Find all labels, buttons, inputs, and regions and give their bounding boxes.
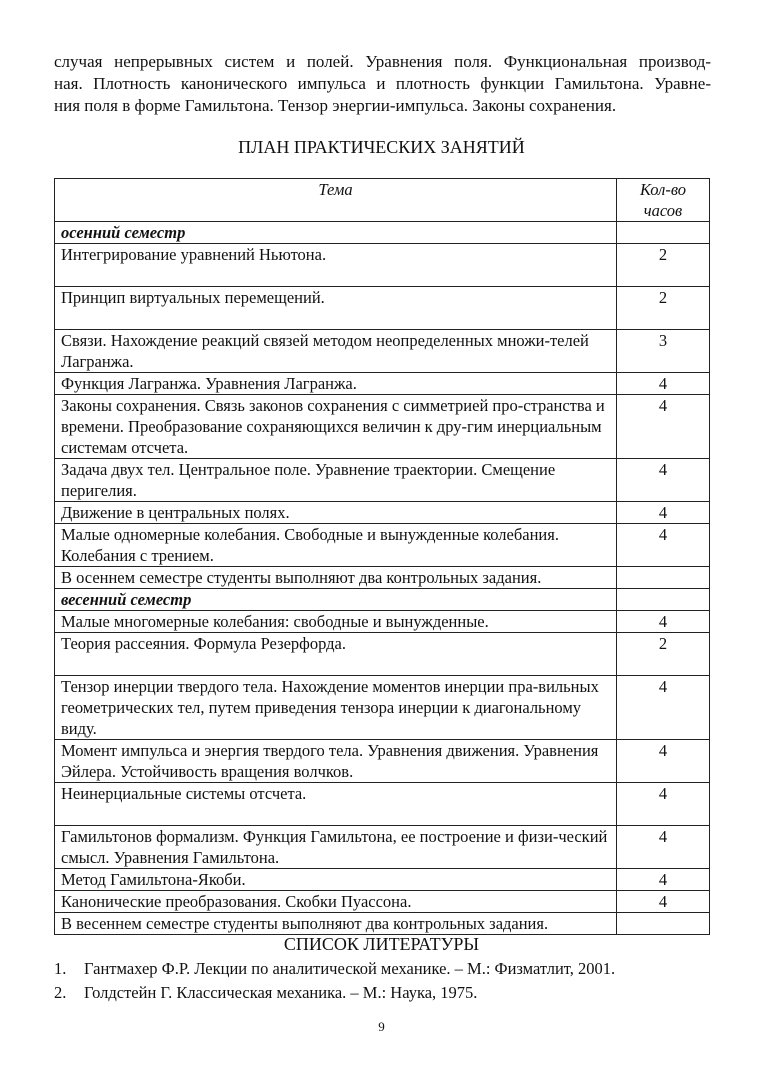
table-row bbox=[55, 459, 710, 502]
note-row bbox=[55, 567, 710, 589]
table-row bbox=[55, 287, 710, 330]
table-row bbox=[55, 891, 710, 913]
intro-line: ния поля в форме Гамильтона. Тензор энергии-импульса. Законы сохранения. bbox=[54, 96, 617, 115]
topic-cell: Момент импульса и энергия твердого тела. Уравнения движения. Уравнения Эйлера. Устойчивость вращения волчков. bbox=[55, 740, 617, 783]
table-row bbox=[55, 633, 710, 676]
hours-cell: 4 bbox=[617, 395, 710, 459]
literature-item-number: 2. bbox=[54, 983, 67, 1002]
hours-header-line1: Кол-во bbox=[639, 180, 687, 199]
literature-item-text: Голдстейн Г. Классическая механика. – М.: Наука, 1975. bbox=[84, 983, 478, 1002]
table-row bbox=[55, 869, 710, 891]
literature-item bbox=[54, 957, 615, 981]
topic-cell: Неинерциальные системы отсчета. bbox=[55, 783, 617, 826]
note-row bbox=[55, 913, 710, 935]
hours-cell: 4 bbox=[617, 524, 710, 567]
hours-cell: 4 bbox=[617, 459, 710, 502]
topic-cell: Малые многомерные колебания: свободные и вынужденные. bbox=[55, 611, 617, 633]
literature-item bbox=[54, 981, 615, 1005]
topic-cell: Канонические преобразования. Скобки Пуассона. bbox=[55, 891, 617, 913]
topic-cell: Гамильтонов формализм. Функция Гамильтона, ее построение и физи-ческий смысл. Уравнения Гамильтона. bbox=[55, 826, 617, 869]
hours-cell: 2 bbox=[617, 633, 710, 676]
hours-cell: 4 bbox=[617, 373, 710, 395]
topic-cell: Связи. Нахождение реакций связей методом неопределенных множи-телей Лагранжа. bbox=[55, 330, 617, 373]
hours-cell: 4 bbox=[617, 676, 710, 740]
table-row bbox=[55, 244, 710, 287]
intro-line: ная. Плотность канонического импульса и плотность функции Гамильтона. Уравне- bbox=[54, 74, 711, 93]
topic-cell: Принцип виртуальных перемещений. bbox=[55, 287, 617, 330]
literature-item-number: 1. bbox=[54, 959, 67, 978]
empty-hours-cell bbox=[617, 913, 710, 935]
hours-cell: 4 bbox=[617, 611, 710, 633]
plan-title: ПЛАН ПРАКТИЧЕСКИХ ЗАНЯТИЙ bbox=[238, 137, 525, 157]
table-row bbox=[55, 826, 710, 869]
plan-table bbox=[54, 178, 710, 935]
table-row bbox=[55, 373, 710, 395]
hours-cell: 2 bbox=[617, 287, 710, 330]
hours-cell: 4 bbox=[617, 783, 710, 826]
empty-hours-cell bbox=[617, 589, 710, 611]
table-row bbox=[55, 611, 710, 633]
hours-cell: 4 bbox=[617, 502, 710, 524]
topic-cell: Задача двух тел. Центральное поле. Уравнение траектории. Смещение перигелия. bbox=[55, 459, 617, 502]
topic-cell: Интегрирование уравнений Ньютона. bbox=[55, 244, 617, 287]
table-row bbox=[55, 676, 710, 740]
hours-cell: 2 bbox=[617, 244, 710, 287]
hours-header bbox=[617, 179, 710, 222]
intro-paragraph bbox=[54, 51, 711, 117]
topic-cell: Теория рассеяния. Формула Резерфорда. bbox=[55, 633, 617, 676]
hours-cell: 4 bbox=[617, 869, 710, 891]
topic-cell: Метод Гамильтона-Якоби. bbox=[55, 869, 617, 891]
literature-title: СПИСОК ЛИТЕРАТУРЫ bbox=[283, 934, 480, 954]
table-header-row bbox=[55, 179, 710, 222]
hours-cell: 3 bbox=[617, 330, 710, 373]
hours-cell: 4 bbox=[617, 740, 710, 783]
topic-cell: Малые одномерные колебания. Свободные и вынужденные колебания. Колебания с трением. bbox=[55, 524, 617, 567]
topic-header: Тема bbox=[55, 179, 617, 222]
hours-cell: 4 bbox=[617, 891, 710, 913]
topic-cell: Движение в центральных полях. bbox=[55, 502, 617, 524]
table-row bbox=[55, 395, 710, 459]
table-row bbox=[55, 330, 710, 373]
semester-row bbox=[55, 222, 710, 244]
semester-label: весенний семестр bbox=[55, 589, 617, 611]
literature-item-text: Гантмахер Ф.Р. Лекции по аналитической механике. – М.: Физматлит, 2001. bbox=[84, 959, 616, 978]
literature-list bbox=[54, 957, 615, 1005]
topic-cell: Тензор инерции твердого тела. Нахождение моментов инерции пра-вильных геометрических тел, путем приведения тензора инерции к диагональному виду. bbox=[55, 676, 617, 740]
table-row bbox=[55, 783, 710, 826]
semester-note: В весеннем семестре студенты выполняют два контрольных задания. bbox=[55, 913, 617, 935]
empty-hours-cell bbox=[617, 222, 710, 244]
semester-row bbox=[55, 589, 710, 611]
topic-cell: Функция Лагранжа. Уравнения Лагранжа. bbox=[55, 373, 617, 395]
empty-hours-cell bbox=[617, 567, 710, 589]
page-number: 9 bbox=[378, 1019, 385, 1034]
table-row bbox=[55, 740, 710, 783]
hours-header-line2: часов bbox=[643, 201, 683, 220]
semester-note: В осеннем семестре студенты выполняют два контрольных задания. bbox=[55, 567, 617, 589]
table-row bbox=[55, 524, 710, 567]
hours-cell: 4 bbox=[617, 826, 710, 869]
table-row bbox=[55, 502, 710, 524]
topic-cell: Законы сохранения. Связь законов сохранения с симметрией про-странства и времени. Преобразование сохраняющихся величин к дру-гим инерциальным системам отсчета. bbox=[55, 395, 617, 459]
semester-label: осенний семестр bbox=[55, 222, 617, 244]
intro-line: случая непрерывных систем и полей. Уравнения поля. Функциональная производ- bbox=[54, 52, 711, 71]
